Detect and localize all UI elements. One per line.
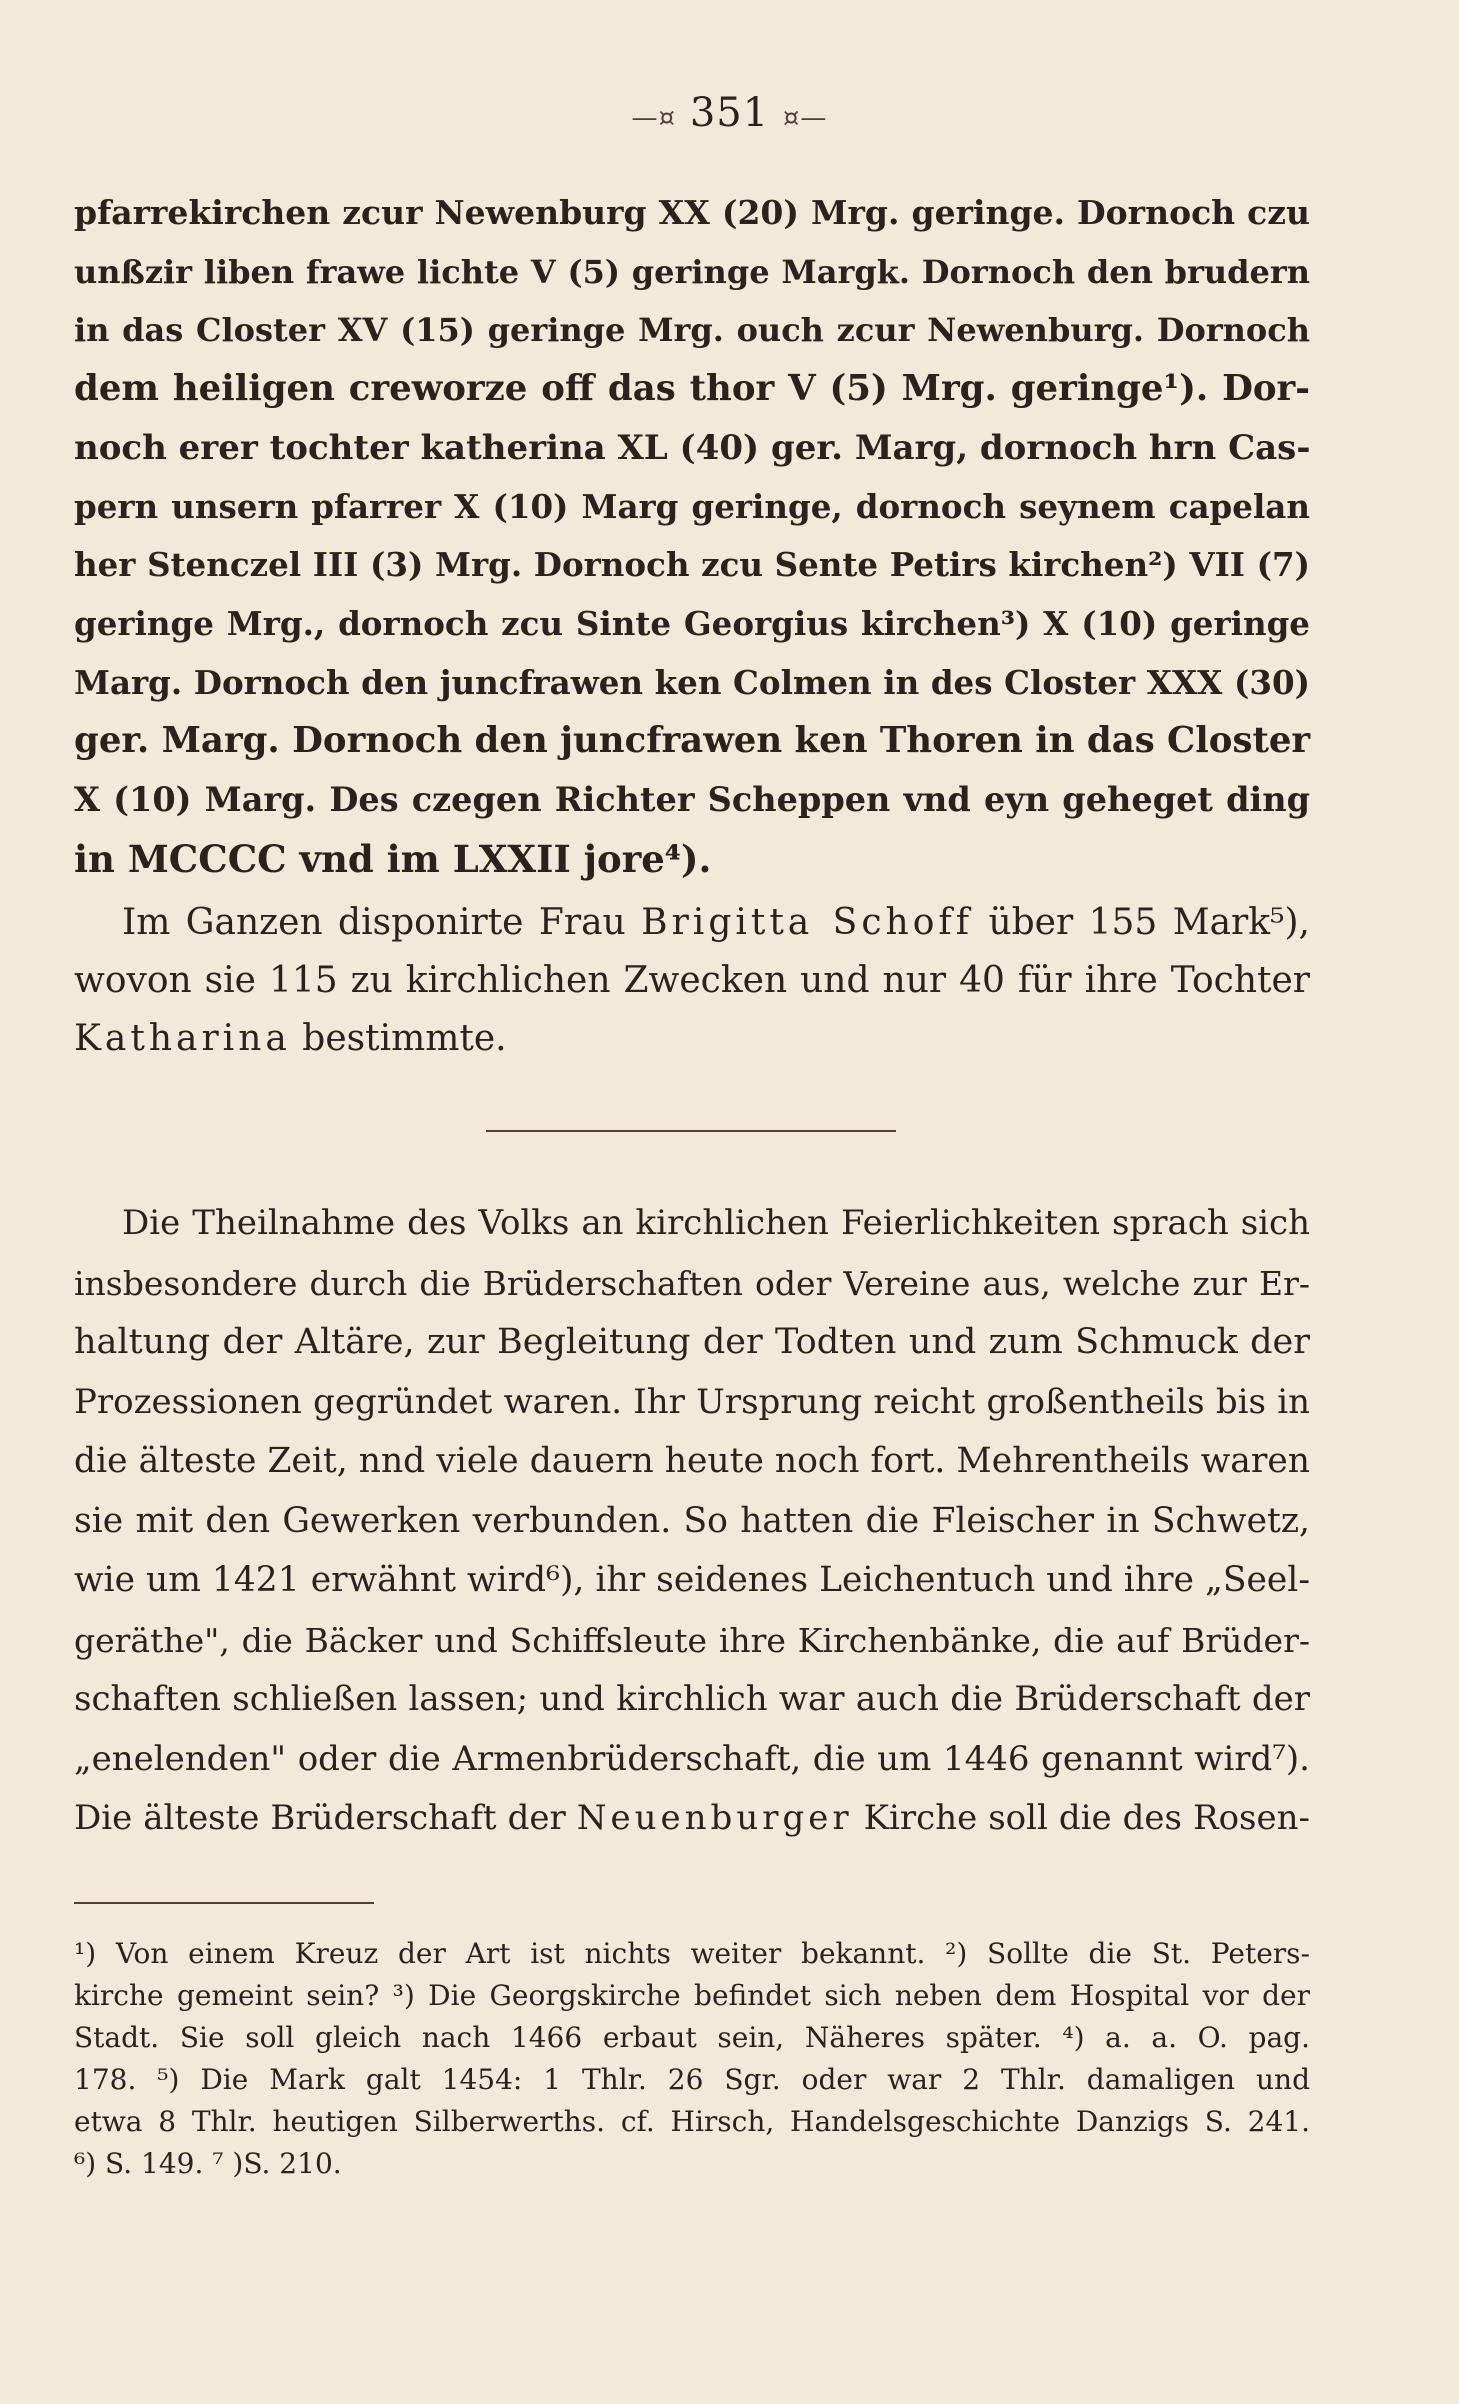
quote-line: geringe Mrg., dornoch zcu Sinte Georgius kirchen³) X (10) geringe bbox=[74, 603, 1310, 643]
paragraph-summary bbox=[74, 894, 1310, 1068]
paragraph-line bbox=[74, 1010, 1310, 1068]
quote-line: dem heiligen creworze off das thor V (5) Mrg. geringe¹). Dor- bbox=[74, 368, 1310, 410]
paragraph-line: insbesondere durch die Brüderschaften oder Vereine aus, welche zur Er- bbox=[74, 1263, 1310, 1303]
quote-line: pern unsern pfarrer X (10) Marg geringe, dornoch seynem capelan bbox=[74, 486, 1310, 526]
paragraph-line: wie um 1421 erwähnt wird⁶), ihr seidenes Leichentuch und ihre „Seel- bbox=[74, 1560, 1310, 1600]
quote-line: unßzir liben frawe lichte V (5) geringe Margk. Dornoch den brudern bbox=[74, 252, 1310, 291]
paragraph-brotherhoods bbox=[74, 1194, 1310, 1849]
paragraph-line: Prozessionen gegründet waren. Ihr Ursprung reicht großentheils bis in bbox=[74, 1381, 1310, 1422]
footnote-line: 178. ⁵) Die Mark galt 1454: 1 Thlr. 26 Sgr. oder war 2 Thlr. damaligen und bbox=[74, 2063, 1310, 2096]
paragraph-line: wovon sie 115 zu kirchlichen Zwecken und nur 40 für ihre Tochter bbox=[74, 960, 1310, 1001]
paragraph-line: sie mit den Gewerken verbunden. So hatten die Fleischer in Schwetz, bbox=[74, 1500, 1310, 1541]
paragraph-line: Die Theilnahme des Volks an kirchlichen Feierlichkeiten sprach sich bbox=[122, 1203, 1310, 1243]
ornament-right-icon: ¤— bbox=[782, 103, 828, 133]
paragraph-line: geräthe", die Bäcker und Schiffsleute ihre Kirchenbänke, die auf Brüder- bbox=[74, 1620, 1310, 1660]
footnote-line: Stadt. Sie soll gleich nach 1466 erbaut sein, Näheres später. ⁴) a. a. O. pag. bbox=[74, 2021, 1310, 2054]
quote-line: ger. Marg. Dornoch den juncfrawen ken Thoren in das Closter bbox=[74, 720, 1311, 762]
text-span: bestimmte. bbox=[302, 1018, 507, 1059]
section-divider bbox=[486, 1130, 896, 1132]
text-span: Im Ganzen disponirte Frau bbox=[122, 902, 626, 943]
page-header bbox=[0, 90, 1459, 136]
place-name: Neuenburger bbox=[576, 1798, 853, 1838]
paragraph-line: „enelenden" oder die Armenbrüderschaft, die um 1446 genannt wird⁷). bbox=[74, 1738, 1310, 1779]
quote-line: pfarrekirchen zcur Newenburg XX (20) Mrg. geringe. Dornoch czu bbox=[74, 193, 1310, 232]
quote-line: Marg. Dornoch den juncfrawen ken Colmen in des Closter XXX (30) bbox=[74, 662, 1310, 702]
footnote-line: ⁶) S. 149. ⁷ )S. 210. bbox=[74, 2147, 342, 2180]
page-number: 351 bbox=[689, 90, 770, 136]
footnote-line: kirche gemeint sein? ³) Die Georgskirche befindet sich neben dem Hospital vor der bbox=[74, 1979, 1310, 2012]
paragraph-line: die älteste Zeit, nnd viele dauern heute noch fort. Mehrentheils waren bbox=[74, 1441, 1310, 1481]
footnote-line: ¹) Von einem Kreuz der Art ist nichts weiter bekannt. ²) Sollte die St. Peters- bbox=[74, 1937, 1310, 1970]
paragraph-line: haltung der Altäre, zur Begleitung der Todten und zum Schmuck der bbox=[74, 1322, 1310, 1362]
quote-line: in MCCCC vnd im LXXII jore⁴). bbox=[74, 836, 712, 881]
ornament-left-icon: —¤ bbox=[631, 103, 677, 133]
quote-line: noch erer tochter katherina XL (40) ger. Marg, dornoch hrn Cas- bbox=[74, 427, 1311, 468]
quote-line: in das Closter XV (15) geringe Mrg. ouch zcur Newenburg. Dornoch bbox=[74, 311, 1310, 350]
text-span: Die älteste Brüderschaft der bbox=[74, 1798, 566, 1838]
text-span: Kirche soll die des Rosen- bbox=[863, 1798, 1311, 1838]
paragraph-line: schaften schließen lassen; und kirchlich war auch die Brüderschaft der bbox=[74, 1679, 1310, 1719]
quote-line: her Stenczel III (3) Mrg. Dornoch zcu Sente Petirs kirchen²) VII (7) bbox=[74, 545, 1310, 585]
quote-line: X (10) Marg. Des czegen Richter Scheppen vnd eyn geheget ding bbox=[74, 780, 1310, 820]
person-name: Katharina bbox=[74, 1018, 291, 1059]
footnotes bbox=[74, 1933, 1310, 2185]
paragraph-line bbox=[74, 894, 1310, 952]
footnote-divider bbox=[74, 1902, 374, 1904]
quoted-testament-text bbox=[74, 184, 1310, 888]
paragraph-line bbox=[74, 1789, 1310, 1849]
text-span: über 155 Mark⁵), bbox=[988, 902, 1310, 943]
person-name: Brigitta Schoff bbox=[641, 902, 974, 943]
footnote-line: etwa 8 Thlr. heutigen Silberwerths. cf. Hirsch, Handelsgeschichte Danzigs S. 241. bbox=[74, 2105, 1310, 2138]
